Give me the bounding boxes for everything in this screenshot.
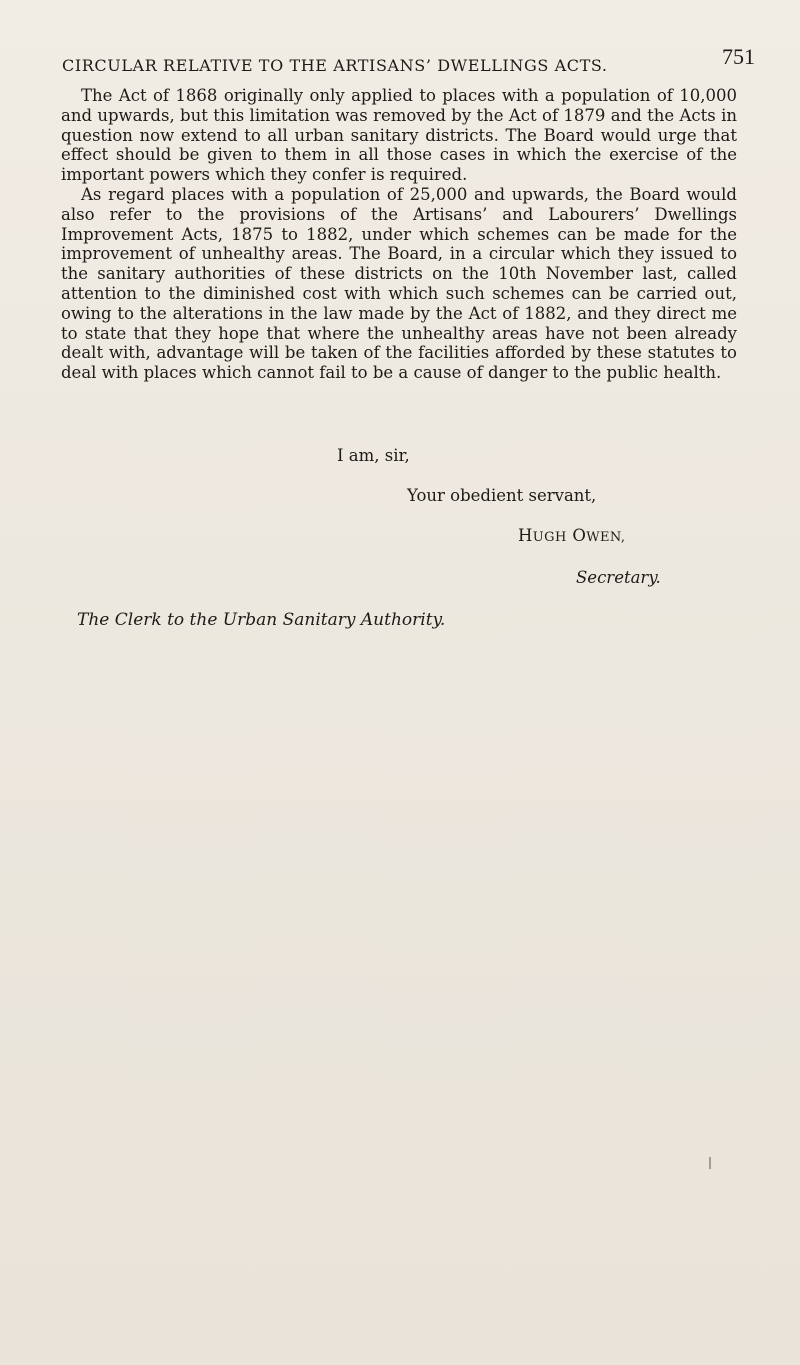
paragraph: As regard places with a population of 25,000 and upwards, the Board would also refer to the provisions of the Artisans’ and Labourers’ Dwellings Improvement Acts, 1875 to 1882, under which schemes can be made for the improvement of unhealthy areas. The Board, in a circular which they issued to the sanitary authorities of these districts on the 10th November last, called attention to the diminished cost with which such schemes can be carried out, owing to the alterations in the law made by the Act of 1882, and they direct me to state that they hope that where the unhealthy areas have not been already dealt with, advantage will be taken of the facilities afforded by these statutes to deal with places which cannot fail to be a cause of danger to the public health. <box>61 184 737 383</box>
signature-rest-1: UGH <box>532 530 567 545</box>
signature-title: Secretary. <box>576 568 661 587</box>
running-head: CIRCULAR RELATIVE TO THE ARTISANS’ DWELLINGS ACTS. <box>62 56 608 75</box>
closing-salutation: I am, sir, <box>337 446 410 465</box>
paragraph: The Act of 1868 originally only applied to places with a population of 10,000 and upwards, but this limitation was removed by the Act of 1879 and the Acts in question now extend to all urban sanitary districts. The Board would urge that effect should be given to them in all those cases in which the exercise of the important powers which they confer is required. <box>61 86 737 185</box>
signature-rest-2: WEN, <box>586 530 626 545</box>
page-number: 751 <box>722 44 755 69</box>
addressee: The Clerk to the Urban Sanitary Authority. <box>77 610 446 630</box>
closing-servant: Your obedient servant, <box>407 486 597 505</box>
signature-initial-1: H <box>518 526 533 545</box>
paper-mark <box>709 1157 711 1169</box>
signature-initial-2: O <box>572 526 587 545</box>
body-text <box>61 86 737 383</box>
signature-name <box>518 526 625 545</box>
